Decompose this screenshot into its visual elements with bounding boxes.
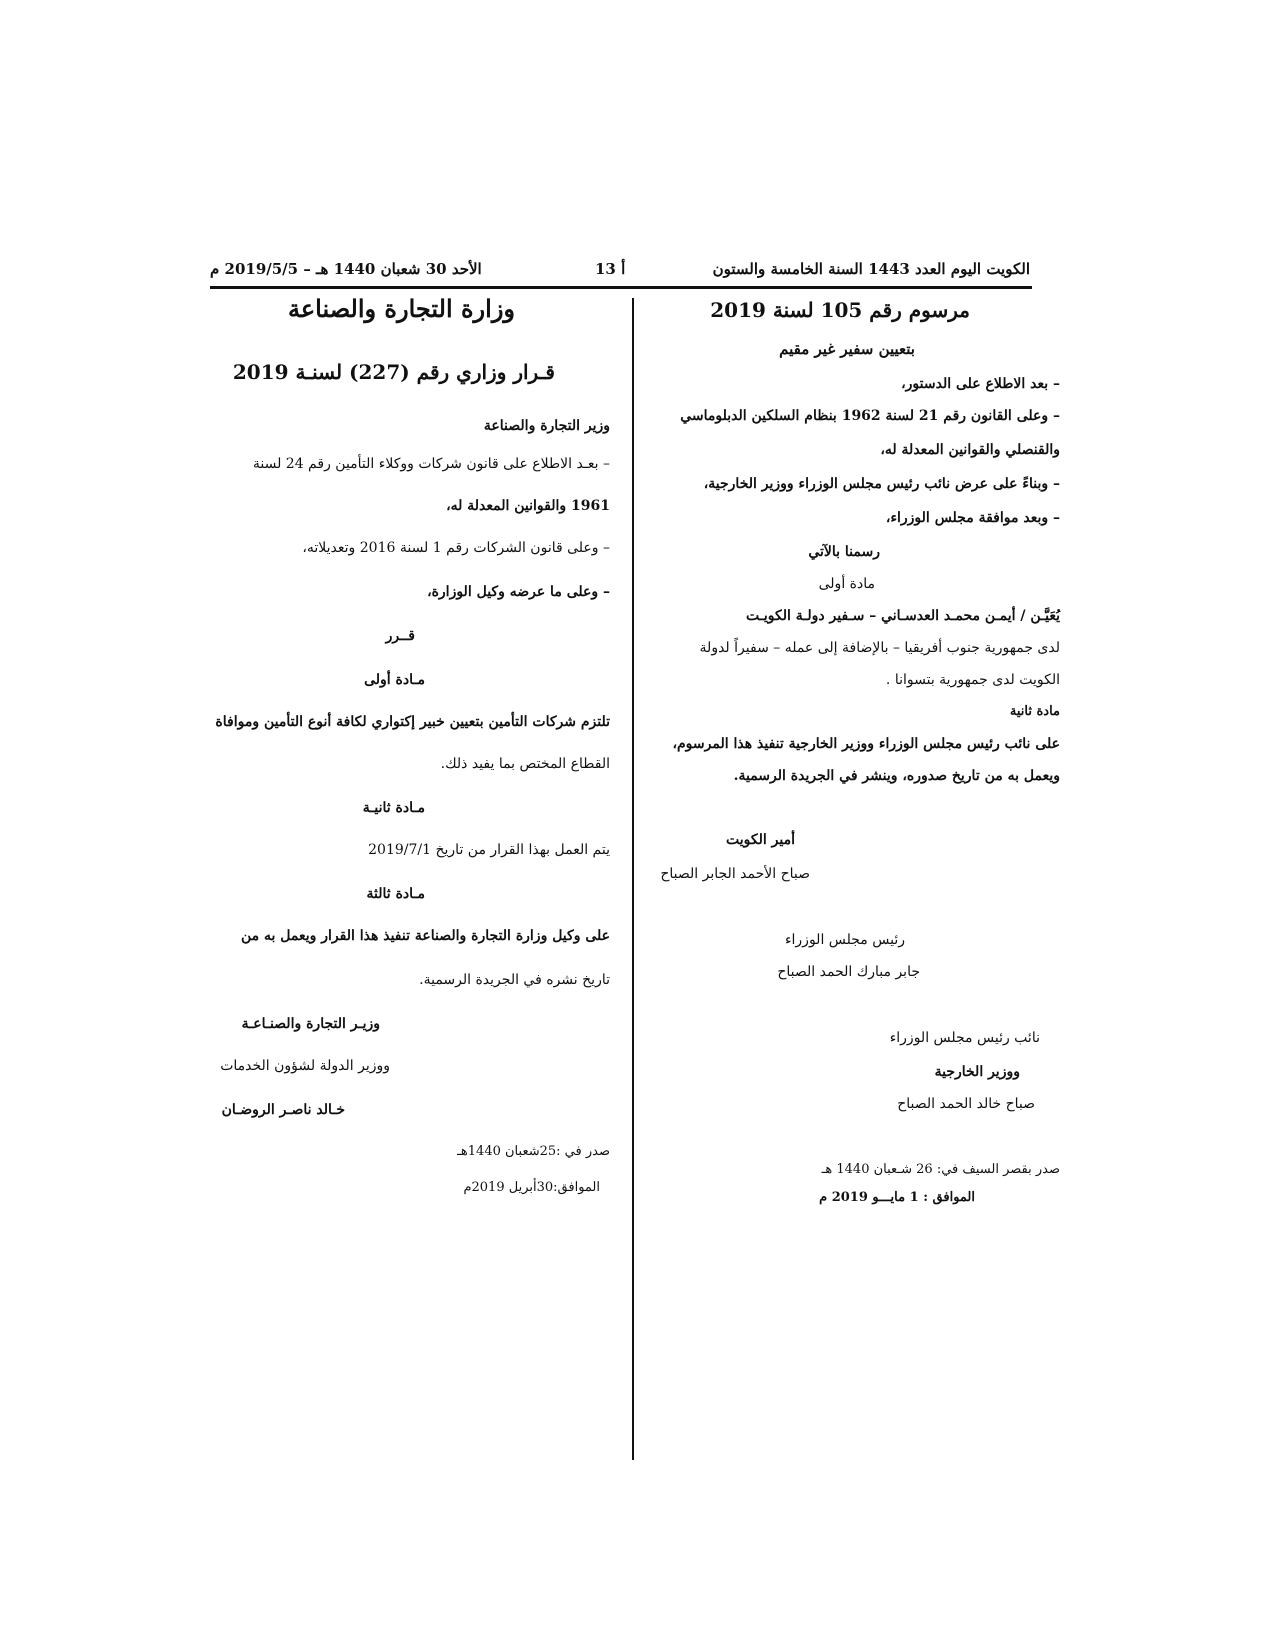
decree-article2-heading: مادة ثانية	[1009, 704, 1060, 719]
resolution-signatory-name: خـالد ناصـر الروضـان	[221, 1102, 345, 1118]
resolution-article2-text: يتم العمل بهذا القرار من تاريخ 2019/7/1	[368, 842, 610, 858]
resolution-signatory-title: وزيـر التجارة والصنـاعـة	[241, 1016, 380, 1032]
resolution-preamble-line: – بعـد الاطلاع على قانون شركات ووكلاء التأمين رقم 24 لسنة	[252, 456, 610, 472]
decree-corresponding-date: الموافق : 1 مايـــو 2019 م	[819, 1190, 975, 1205]
resolution-article3-line: تاريخ نشره في الجريدة الرسمية.	[419, 972, 610, 988]
header-page-number: أ 13	[595, 260, 626, 278]
header-rule	[210, 286, 1032, 289]
decree-article2-line: على نائب رئيس مجلس الوزراء ووزير الخارجية تنفيذ هذا المرسوم،	[672, 736, 1060, 752]
resolution-preamble-line: – وعلى ما عرضه وكيل الوزارة،	[427, 584, 610, 600]
decree-decreed: رسمنا بالآتي	[808, 544, 880, 560]
resolution-article3-heading: مـادة ثالثة	[366, 886, 425, 902]
deputy-name: صباح خالد الحمد الصباح	[897, 1096, 1035, 1112]
page-header	[210, 256, 1030, 280]
column-divider	[632, 298, 634, 1460]
resolution-article1-line: القطاع المختص بما يفيد ذلك.	[440, 756, 610, 772]
header-date: الأحد 30 شعبان 1440 هـ – 2019/5/5 م	[210, 260, 482, 278]
resolution-article1-line: تلتزم شركات التأمين بتعيين خبير إكتواري لكافة أنوع التأمين وموافاة	[215, 714, 610, 730]
resolution-decided: قــرر	[385, 628, 415, 644]
resolution-article3-line: على وكيل وزارة التجارة والصناعة تنفيذ هذا القرار ويعمل به من	[240, 928, 610, 944]
decree-subtitle: بتعيين سفير غير مقيم	[779, 340, 915, 358]
resolution-corresponding-date: الموافق:30أبريل 2019م	[463, 1180, 600, 1195]
resolution-article2-heading: مـادة ثانيـة	[362, 800, 425, 816]
pm-title: رئيس مجلس الوزراء	[784, 932, 905, 948]
decree-article2-line: ويعمل به من تاريخ صدوره، وينشر في الجريدة الرسمية.	[733, 768, 1060, 784]
decree-article1-line: لدى جمهورية جنوب أفريقيا – بالإضافة إلى عمله – سفيراً لدولة	[699, 640, 1060, 656]
resolution-issued: صدر في :25شعبان 1440هـ	[457, 1144, 610, 1159]
emir-name: صباح الأحمد الجابر الصباح	[660, 866, 810, 882]
ministry-title: وزارة التجارة والصناعة	[287, 294, 515, 323]
decree-preamble-line: – بعد الاطلاع على الدستور،	[901, 376, 1060, 392]
emir-title: أمير الكويت	[726, 832, 795, 848]
decree-article1-line: الكويت لدى جمهورية بتسوانا .	[885, 672, 1060, 688]
decree-preamble-line: – وعلى القانون رقم 21 لسنة 1962 بنظام السلكين الدبلوماسي	[680, 408, 1060, 424]
decree-title: مرسوم رقم 105 لسنة 2019	[710, 298, 970, 322]
resolution-minister-heading: وزير التجارة والصناعة	[483, 418, 610, 434]
decree-preamble-line: – وبعد موافقة مجلس الوزراء،	[885, 510, 1060, 526]
resolution-preamble-line: – وعلى قانون الشركات رقم 1 لسنة 2016 وتعديلاته،	[302, 540, 610, 556]
pm-name: جابر مبارك الحمد الصباح	[777, 964, 920, 980]
resolution-signatory-title: ووزير الدولة لشؤون الخدمات	[220, 1058, 390, 1074]
decree-article1-heading: مادة أولى	[818, 576, 875, 592]
deputy-title: نائب رئيس مجلس الوزراء	[889, 1030, 1040, 1046]
resolution-article1-heading: مـادة أولى	[364, 672, 425, 688]
decree-preamble-line: – وبناءً على عرض نائب رئيس مجلس الوزراء ووزير الخارجية،	[703, 476, 1060, 492]
decree-issued: صدر بقصر السيف في: 26 شـعبان 1440 هـ	[821, 1162, 1060, 1177]
decree-article1-line: يُعَيَّـن / أيمـن محمـد العدسـاني – سـفير دولـة الكويـت	[746, 608, 1060, 624]
resolution-preamble-line: 1961 والقوانين المعدلة له،	[446, 498, 610, 514]
header-issue-info: الكويت اليوم العدد 1443 السنة الخامسة والستون	[712, 260, 1030, 278]
deputy-title-foreign: ووزير الخارجية	[934, 1064, 1020, 1080]
decree-preamble-line: والقنصلي والقوانين المعدلة له،	[880, 442, 1060, 458]
resolution-title: قـرار وزاري رقم (227) لسنـة 2019	[232, 360, 555, 384]
